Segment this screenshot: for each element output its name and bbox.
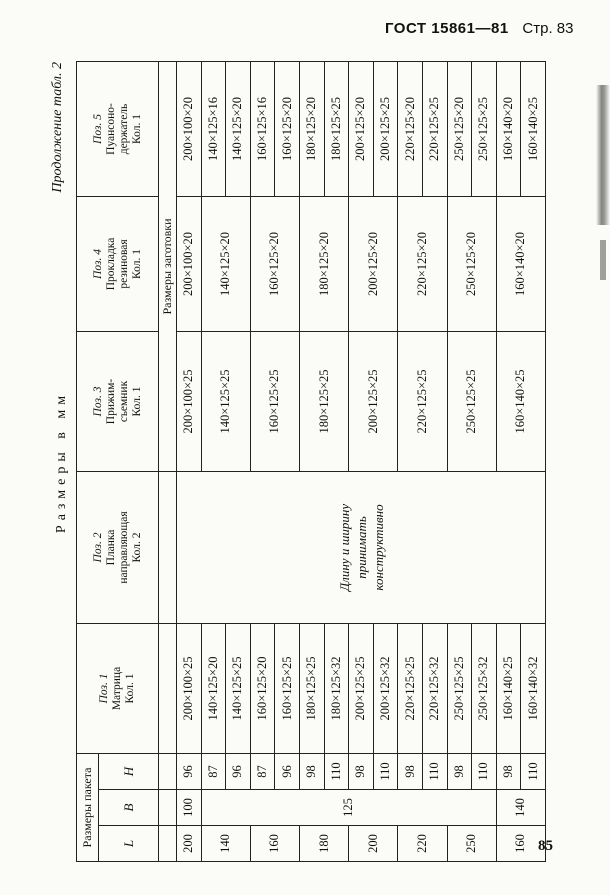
pos4-num: Поз. 4 [91,249,104,279]
page-label: Стр. 83 [522,20,574,37]
pos5-name2: держатель [117,103,130,155]
table-cell-H: 110 [324,753,349,789]
table-cell-L: 160 [496,826,545,862]
table-cell-pos3: 200×100×25 [177,331,202,471]
pos2-note-line1: Длину и ширину [336,503,352,592]
pos2-note-line2: принимать конструктивно [353,504,386,591]
table-cell-H: 98 [398,753,423,789]
table-cell-pos1: 180×125×32 [324,623,349,753]
table-cell-pos3: 250×125×25 [447,331,496,471]
col-B-header: B [99,790,159,826]
table-cell-H: 110 [373,753,398,789]
col-L-header: L [99,826,159,862]
pos5-name: Пуансоно- [104,103,117,155]
table-cell-pos5: 200×125×20 [349,61,374,196]
table-cell-pos1: 250×125×32 [472,623,497,753]
pos5-header [77,61,159,196]
table-cell-pos5: 160×140×20 [496,61,521,196]
scan-artifact [600,240,606,280]
pos1-header [77,623,159,753]
table-cell-pos1: 160×125×20 [250,623,275,753]
table-cell-pos4: 200×125×20 [349,196,398,331]
table-cell [159,826,177,862]
table-cell-pos1: 220×125×25 [398,623,423,753]
pos2-qty: Кол. 2 [130,532,143,563]
table-cell-pos5: 220×125×25 [422,61,447,196]
pos2-header [77,471,159,623]
table-cell-B: 100 [177,790,202,826]
table-cell-pos1: 250×125×25 [447,623,472,753]
table-cell-pos4: 140×125×20 [201,196,250,331]
table-cell-pos1: 200×125×32 [373,623,398,753]
table-cell-H: 87 [201,753,226,789]
pos3-num: Поз. 3 [91,386,104,417]
pos4-header [77,196,159,331]
pos5-num: Поз. 5 [91,114,104,144]
pos4-qty: Кол. 1 [130,249,143,279]
table-cell-pos5: 160×140×25 [521,61,546,196]
table-cell-pos1: 220×125×32 [422,623,447,753]
table-cell-pos3: 200×125×25 [349,331,398,471]
table-cell-pos5: 220×125×20 [398,61,423,196]
pos1-qty: Кол. 1 [124,673,136,704]
table-cell-L: 220 [398,826,447,862]
table-cell-H: 96 [275,753,300,789]
table-cell-H: 98 [349,753,374,789]
table-cell-B: 125 [201,790,496,826]
pos3-name2: съемник [117,380,130,423]
table-cell-H: 98 [447,753,472,789]
table-cell-pos5: 160×125×16 [250,61,275,196]
table-cell-L: 180 [299,826,348,862]
blank-sizes-label: Размеры заготовки [159,61,177,471]
table-cell-L: 140 [201,826,250,862]
table-cell [159,623,177,753]
table-cell-H: 98 [496,753,521,789]
table-cell-pos5: 140×125×20 [226,61,251,196]
pos2-num: Поз. 2 [91,532,104,563]
table-cell-pos4: 250×125×20 [447,196,496,331]
table-cell-pos3: 160×125×25 [250,331,299,471]
table-cell-H: 110 [422,753,447,789]
scan-artifact [596,85,610,225]
table-cell [159,753,177,789]
page-number: 85 [538,838,553,854]
table-cell-pos5: 200×125×25 [373,61,398,196]
table-cell-pos4: 220×125×20 [398,196,447,331]
table-cell-pos1: 180×125×25 [299,623,324,753]
sizes-table [76,61,546,862]
table-cell-H: 96 [226,753,251,789]
table-cell-pos3: 160×140×25 [496,331,545,471]
table-cell-pos4: 180×125×20 [299,196,348,331]
table-cell-pos1: 140×125×25 [226,623,251,753]
pos4-name: Прокладка [104,237,117,291]
table-cell-pos1: 200×100×25 [177,623,202,753]
table-cell-pos1: 160×140×25 [496,623,521,753]
table-cell-pos5: 140×125×16 [201,61,226,196]
table-cell-pos4: 160×140×20 [496,196,545,331]
table-cell-pos1: 160×140×32 [521,623,546,753]
table-cell-pos1: 200×125×25 [349,623,374,753]
table-cell-pos3: 220×125×25 [398,331,447,471]
rotated-table-area [50,62,590,862]
table-cell-pos1: 140×125×20 [201,623,226,753]
pos1-num: Поз. 1 [98,673,110,704]
pos3-name: Прижим- [104,378,117,425]
pos2-note [177,471,546,623]
table-cell-pos5: 180×125×25 [324,61,349,196]
continuation-label: Продолжение табл. 2 [50,62,65,193]
col-H-header: H [99,753,159,789]
table-cell-pos5: 160×125×20 [275,61,300,196]
pos5-qty: Кол. 1 [130,114,143,144]
table-cell-pos5: 200×100×20 [177,61,202,196]
pos1-name: Матрица [111,666,123,711]
page-header [385,20,574,38]
table-cell-pos1: 160×125×25 [275,623,300,753]
pos4-name2: резиновая [117,239,130,289]
table-cell [159,790,177,826]
table-cell-H: 96 [177,753,202,789]
pos2-name2: направляющая [117,511,130,584]
table-cell-H: 87 [250,753,275,789]
table-cell-pos4: 160×125×20 [250,196,299,331]
units-title: Размеры в мм [54,390,69,534]
table-cell-L: 200 [177,826,202,862]
table-cell-H: 110 [472,753,497,789]
package-sizes-header: Размеры пакета [77,753,99,861]
table-cell-B: 140 [496,790,545,826]
table-cell-pos3: 180×125×25 [299,331,348,471]
table-cell-pos4: 200×100×20 [177,196,202,331]
table-cell-L: 200 [349,826,398,862]
table-cell-L: 250 [447,826,496,862]
table-cell-H: 110 [521,753,546,789]
table-cell-pos5: 250×125×25 [472,61,497,196]
pos3-header [77,331,159,471]
table-cell-pos3: 140×125×25 [201,331,250,471]
pos2-name: Планка [104,529,117,566]
table-cell-pos5: 180×125×20 [299,61,324,196]
standard-number: ГОСТ 15861—81 [385,20,509,37]
pos3-qty: Кол. 1 [130,386,143,417]
table-cell-L: 160 [250,826,299,862]
table-cell [159,471,177,623]
table-cell-H: 98 [299,753,324,789]
table-cell-pos5: 250×125×20 [447,61,472,196]
